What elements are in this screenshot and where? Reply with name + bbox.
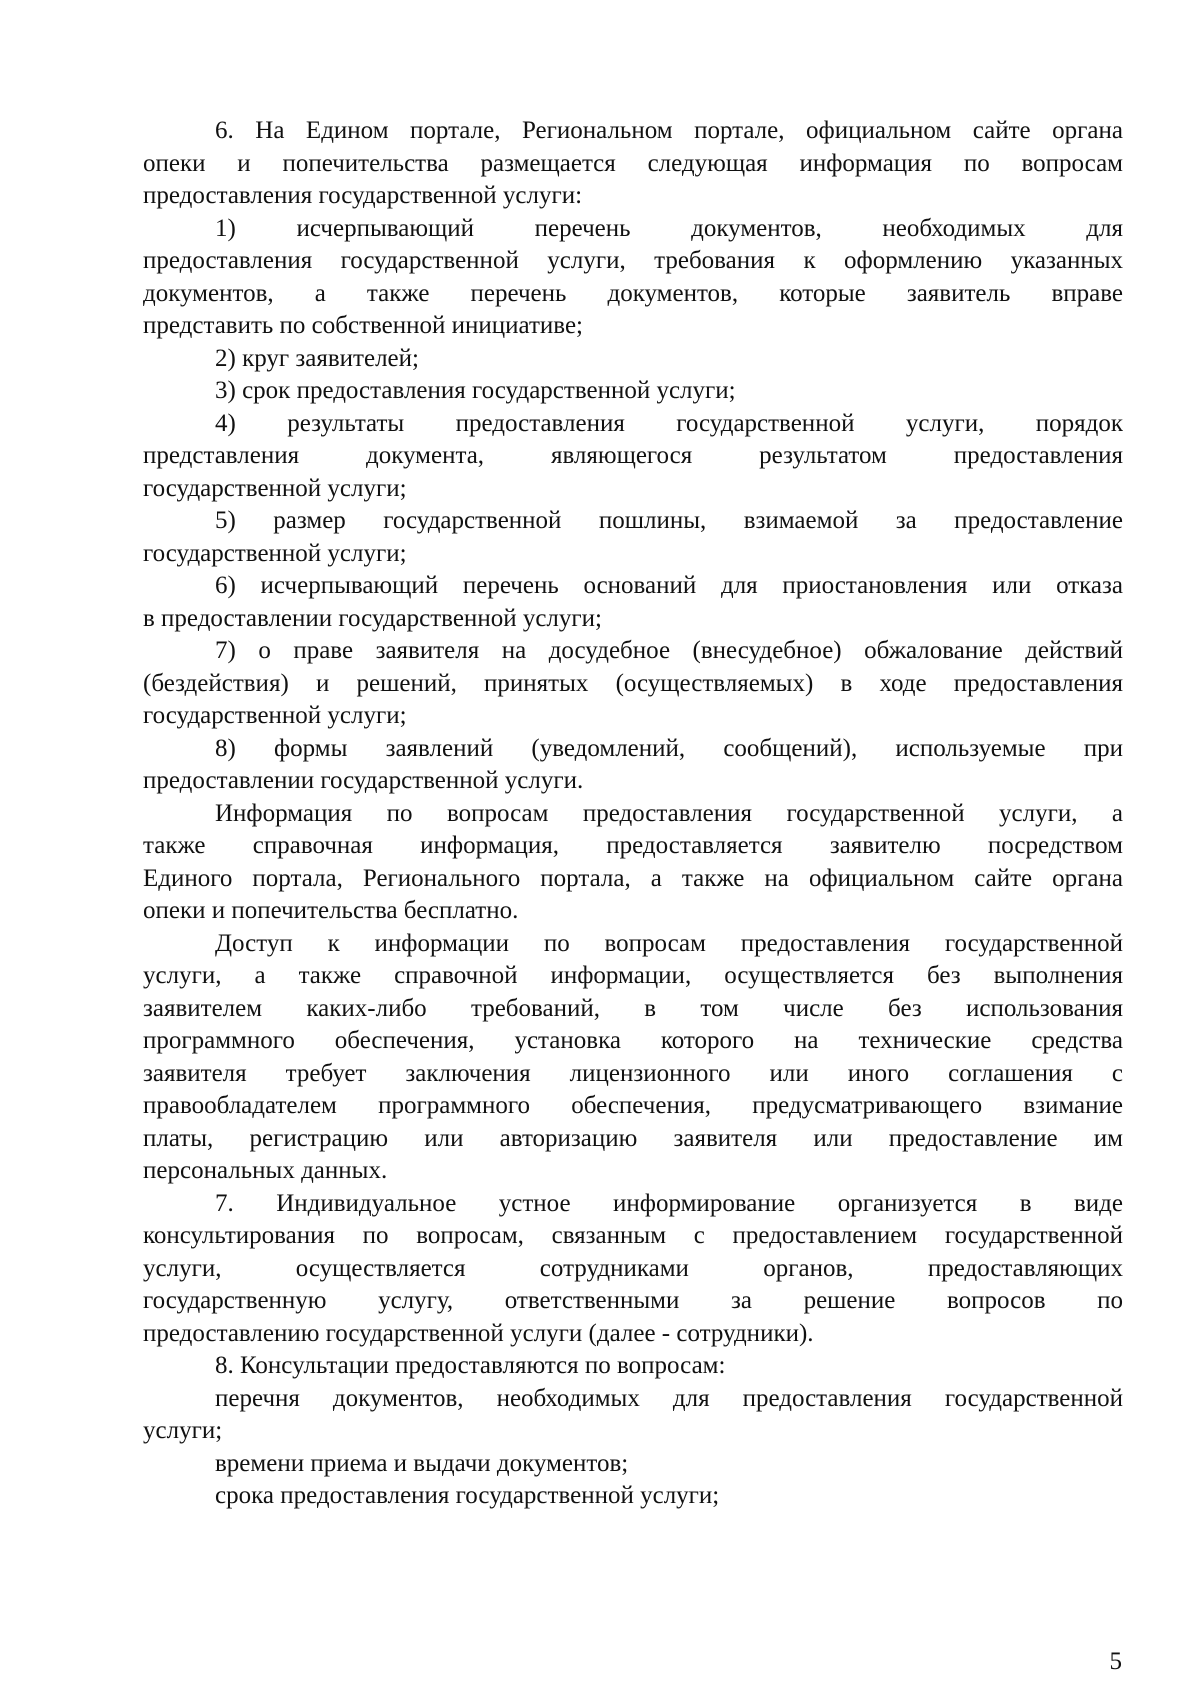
text-line: предоставления государственной услуги:	[143, 182, 583, 209]
paragraph-p6-4	[143, 408, 1123, 506]
text-line: предоставлению государственной услуги (далее - сотрудники).	[143, 1319, 814, 1347]
text-line: 2) круг заявителей;	[215, 344, 419, 372]
text-line: консультирования по вопросам, связанным с предоставлением государственной	[143, 1222, 1123, 1249]
paragraph-p6-3	[143, 375, 1123, 408]
text-line: 5) размер государственной пошлины, взимаемой за предоставление	[215, 507, 1123, 534]
text-line: услуги;	[143, 1417, 223, 1444]
text-line: государственную услугу, ответственными за решение вопросов по	[143, 1287, 1123, 1314]
paragraph-p6-8	[143, 733, 1123, 798]
text-line: 6. На Едином портале, Региональном портале, официальном сайте органа	[215, 117, 1123, 144]
text-line: опеки и попечительства размещается следующая информация по вопросам	[143, 149, 1123, 177]
text-line: 1) исчерпывающий перечень документов, необходимых для	[215, 214, 1123, 242]
paragraph-p6-1	[143, 213, 1123, 343]
text-line: заявителя требует заключения лицензионного или иного соглашения с	[143, 1059, 1123, 1087]
text-line: программного обеспечения, установка которого на технические средства	[143, 1027, 1123, 1054]
text-line: представить по собственной инициативе;	[143, 312, 584, 339]
text-line: (бездействия) и решений, принятых (осуществляемых) в ходе предоставления	[143, 669, 1123, 697]
paragraph-p6-7	[143, 635, 1123, 733]
text-line: 7) о праве заявителя на досудебное (внесудебное) обжалование действий	[215, 637, 1123, 664]
page-number: 5	[1109, 1648, 1122, 1675]
text-line: государственной услуги;	[143, 702, 407, 729]
text-line: государственной услуги;	[143, 474, 407, 502]
paragraph-p7	[143, 1188, 1123, 1351]
text-line: 4) результаты предоставления государственной услуги, порядок	[215, 409, 1123, 437]
paragraph-p8-b	[143, 1448, 1123, 1481]
text-line: 8. Консультации предоставляются по вопросам:	[215, 1352, 726, 1379]
text-line: перечня документов, необходимых для предоставления государственной	[215, 1384, 1123, 1412]
text-line: услуги, а также справочной информации, осуществляется без выполнения	[143, 962, 1123, 989]
paragraph-p6-2	[143, 343, 1123, 376]
text-line: заявителем каких-либо требований, в том числе без использования	[143, 994, 1123, 1022]
text-line: времени приема и выдачи документов;	[215, 1449, 629, 1477]
text-line: услуги, осуществляется сотрудниками органов, предоставляющих	[143, 1254, 1123, 1282]
text-line: правообладателем программного обеспечения, предусматривающего взимание	[143, 1092, 1123, 1119]
text-line: документов, а также перечень документов, которые заявитель вправе	[143, 279, 1123, 307]
text-line: также справочная информация, предоставляется заявителю посредством	[143, 832, 1123, 859]
text-line: персональных данных.	[143, 1157, 388, 1184]
text-line: 6) исчерпывающий перечень оснований для приостановления или отказа	[215, 572, 1123, 599]
text-line: представления документа, являющегося результатом предоставления	[143, 442, 1123, 469]
text-line: 8) формы заявлений (уведомлений, сообщений), используемые при	[215, 734, 1123, 762]
text-line: Доступ к информации по вопросам предоставления государственной	[215, 929, 1123, 957]
document-body	[143, 115, 1123, 1513]
text-line: Единого портала, Регионального портала, а также на официальном сайте органа	[143, 864, 1123, 892]
paragraph-p8	[143, 1350, 1123, 1383]
paragraph-p6	[143, 115, 1123, 213]
text-line: 3) срок предоставления государственной услуги;	[215, 377, 736, 404]
text-line: платы, регистрацию или авторизацию заявителя или предоставление им	[143, 1124, 1123, 1152]
paragraph-p8-a	[143, 1383, 1123, 1448]
paragraph-p8-c	[143, 1480, 1123, 1513]
text-line: предоставления государственной услуги, требования к оформлению указанных	[143, 247, 1123, 274]
paragraph-info	[143, 798, 1123, 928]
text-line: срока предоставления государственной услуги;	[215, 1482, 720, 1509]
text-line: в предоставлении государственной услуги;	[143, 604, 602, 632]
paragraph-access	[143, 928, 1123, 1188]
text-line: 7. Индивидуальное устное информирование организуется в виде	[215, 1189, 1123, 1217]
text-line: предоставлении государственной услуги.	[143, 767, 584, 794]
text-line: государственной услуги;	[143, 539, 407, 567]
text-line: опеки и попечительства бесплатно.	[143, 897, 519, 924]
paragraph-p6-5	[143, 505, 1123, 570]
text-line: Информация по вопросам предоставления государственной услуги, а	[215, 799, 1123, 827]
paragraph-p6-6	[143, 570, 1123, 635]
